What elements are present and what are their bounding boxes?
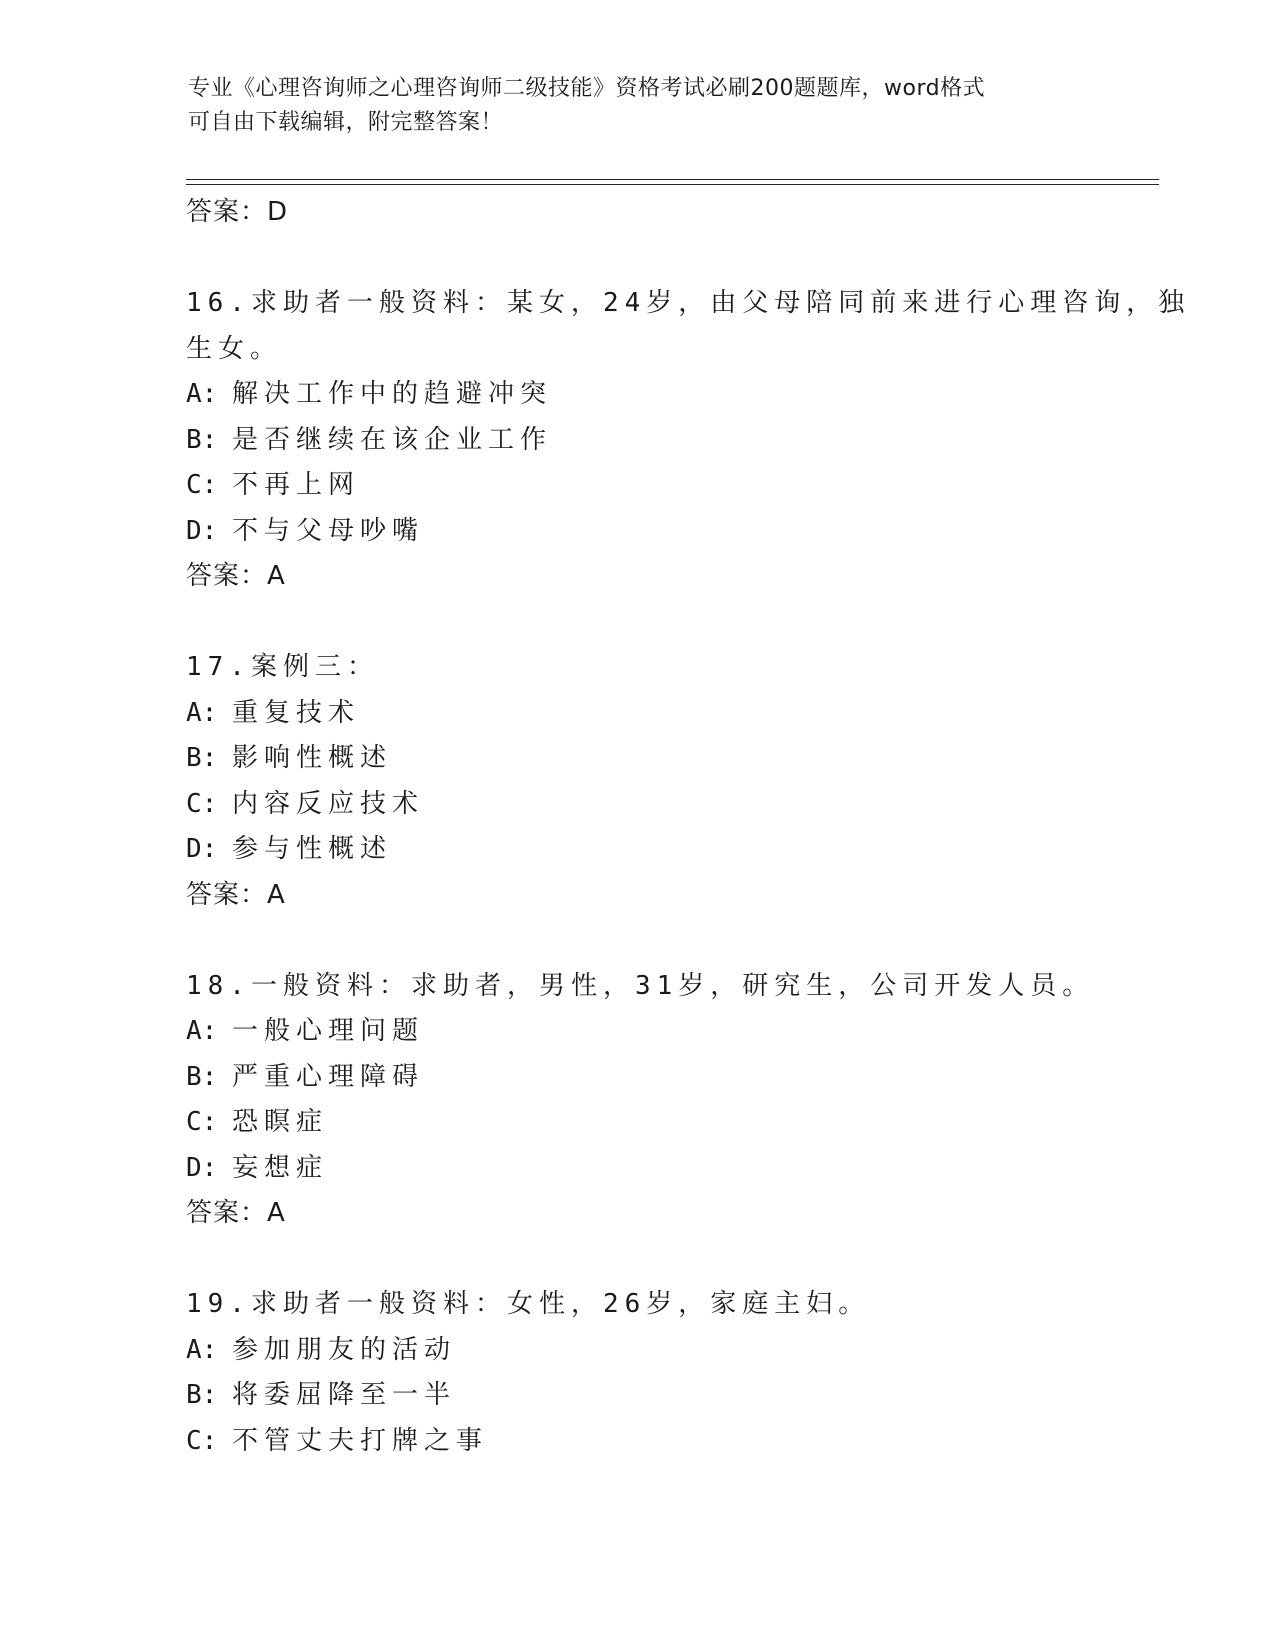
option-text: 不管丈夫打牌之事 (232, 1425, 489, 1456)
question-stem: 19.求助者一般资料：女性，26岁，家庭主妇。 (186, 1289, 871, 1319)
spacer (186, 600, 1086, 646)
spacer (186, 1237, 1086, 1283)
option-letter: D: (186, 834, 218, 864)
option-letter: C: (186, 788, 218, 819)
option-b (186, 1373, 1086, 1419)
header-title-line-1: 专业《心理咨询师之心理咨询师二级技能》资格考试必刷200题题库，word格式 (188, 76, 986, 101)
option-a (186, 1328, 1086, 1374)
option-text: 影响性概述 (232, 743, 393, 773)
previous-answer: 答案：D (186, 197, 289, 227)
option-letter: D: (186, 1152, 218, 1183)
option-text: 妄想症 (232, 1152, 329, 1183)
option-d (186, 509, 1086, 555)
option-c (186, 463, 1086, 509)
option-text: 解决工作中的趋避冲突 (232, 379, 553, 409)
option-letter: D: (186, 515, 218, 546)
option-text: 是否继续在该企业工作 (232, 424, 553, 455)
option-a (186, 691, 1086, 737)
option-d (186, 1146, 1086, 1192)
option-letter: B: (186, 1061, 218, 1092)
spacer (186, 236, 1086, 282)
option-c (186, 1419, 1086, 1465)
question-18 (186, 964, 1095, 1237)
option-d (186, 827, 1086, 873)
option-letter: A: (186, 379, 218, 409)
option-letter: C: (186, 1425, 218, 1456)
option-c (186, 1100, 1086, 1146)
option-letter: B: (186, 1380, 218, 1410)
option-text: 严重心理障碍 (232, 1061, 425, 1092)
option-b (186, 736, 1086, 782)
option-text: 内容反应技术 (232, 788, 425, 819)
header-divider-top (186, 179, 1159, 180)
option-letter: B: (186, 424, 218, 455)
answer: 答案：A (186, 879, 286, 910)
option-text: 不再上网 (232, 470, 361, 500)
option-letter: A: (186, 1334, 218, 1365)
question-16 (186, 281, 1191, 600)
option-letter: B: (186, 743, 218, 773)
option-a (186, 372, 1086, 418)
question-stem: 16.求助者一般资料：某女，24岁，由父母陪同前来进行心理咨询，独 (186, 288, 1191, 318)
question-list (186, 190, 1191, 1464)
option-b (186, 418, 1086, 464)
question-stem: 生女。 (186, 333, 283, 364)
option-letter: C: (186, 1107, 218, 1137)
option-text: 重复技术 (232, 697, 361, 728)
option-b (186, 1055, 1086, 1101)
question-17 (186, 645, 1086, 918)
option-text: 一般心理问题 (232, 1016, 425, 1046)
option-letter: A: (186, 697, 218, 728)
answer: 答案：A (186, 1198, 286, 1228)
option-text: 将委屈降至一半 (232, 1380, 457, 1410)
question-19 (186, 1282, 1086, 1464)
header-title-line-2: 可自由下载编辑，附完整答案！ (188, 110, 504, 135)
option-letter: C: (186, 470, 218, 500)
option-a (186, 1009, 1086, 1055)
answer: 答案：A (186, 561, 286, 591)
question-stem: 18.一般资料：求助者，男性，31岁，研究生，公司开发人员。 (186, 970, 1095, 1001)
option-text: 参与性概述 (232, 834, 393, 864)
option-text: 不与父母吵嘴 (232, 515, 425, 546)
option-text: 恐瞑症 (232, 1107, 329, 1137)
option-c (186, 782, 1086, 828)
spacer (186, 918, 1086, 964)
question-stem: 17.案例三： (186, 652, 379, 682)
option-text: 参加朋友的活动 (232, 1334, 457, 1365)
option-letter: A: (186, 1016, 218, 1046)
header-divider-bottom (186, 184, 1159, 185)
